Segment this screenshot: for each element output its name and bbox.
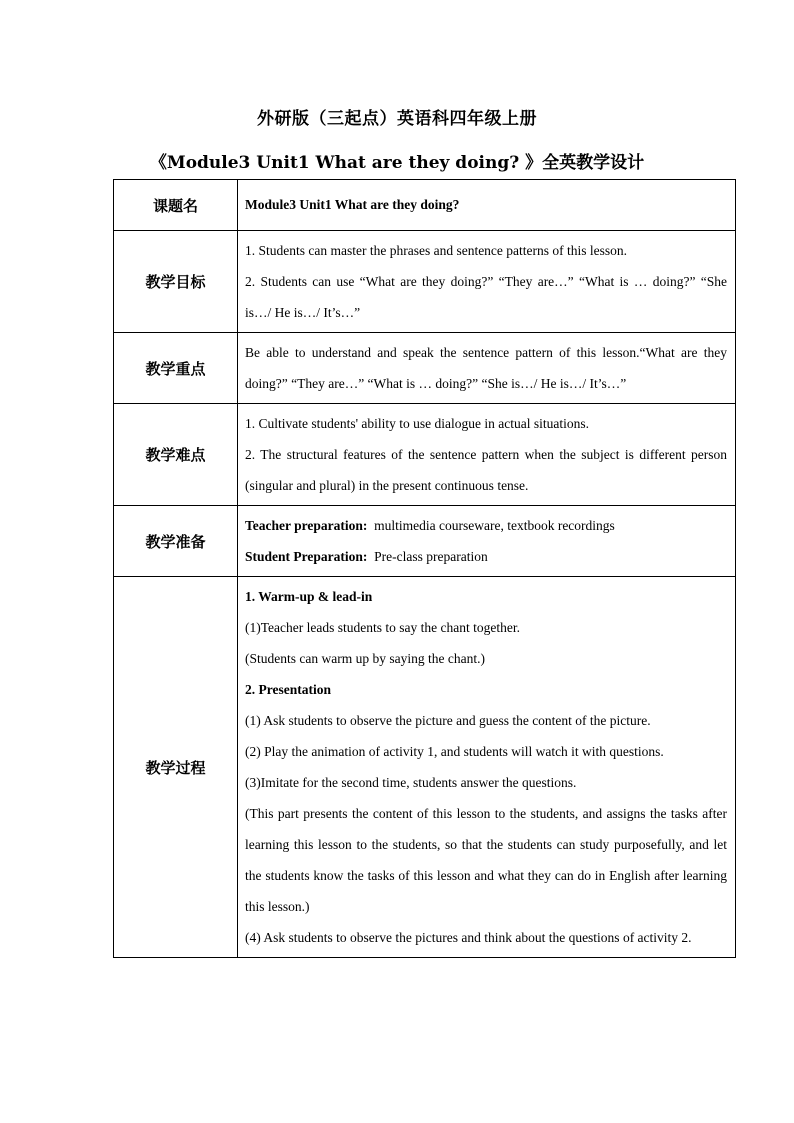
table-row-objectives	[114, 231, 736, 333]
table-row-difficulties	[114, 404, 736, 506]
teacher-preparation	[245, 510, 727, 541]
key-points-content: Be able to understand and speak the sentence pattern of this lesson.“What are they doing?” “They are…” “What is … doing?” “She is…/ He is…/ It’s…”	[238, 333, 736, 404]
student-preparation	[245, 541, 727, 572]
process-step: (Students can warm up by saying the chant.)	[245, 651, 485, 666]
process-step: (4) Ask students to observe the pictures and think about the questions of activity 2.	[245, 930, 692, 945]
process-step: (1)Teacher leads students to say the chant together.	[245, 620, 520, 635]
objectives-label: 教学目标	[114, 231, 238, 333]
objectives-content	[238, 231, 736, 333]
process-step: (This part presents the content of this lesson to the students, and assigns the tasks after learning this lesson to the students, so that the students can study purposefully, and let the students know the tasks of this lesson and what they can do in English after learning this lesson.)	[245, 806, 727, 914]
student-preparation-value: Pre-class preparation	[374, 549, 488, 564]
topic-label: 课题名	[114, 180, 238, 231]
table-row-process	[114, 577, 736, 958]
topic-value: Module3 Unit1 What are they doing?	[238, 180, 736, 231]
objective-item: 1. Students can master the phrases and sentence patterns of this lesson.	[245, 243, 628, 258]
preparation-content	[238, 506, 736, 577]
teacher-preparation-label: Teacher preparation:	[245, 518, 368, 533]
student-preparation-label: Student Preparation:	[245, 549, 368, 564]
process-section-heading: 2. Presentation	[245, 682, 331, 697]
objective-item: 2. Students can use “What are they doing?” “They are…” “What is … doing?” “She is…/ He is…/ It’s…”	[245, 274, 727, 320]
teacher-preparation-value: multimedia courseware, textbook recordings	[374, 518, 615, 533]
process-label: 教学过程	[114, 577, 238, 958]
difficulties-label: 教学难点	[114, 404, 238, 506]
process-step: (3)Imitate for the second time, students answer the questions.	[245, 775, 577, 790]
difficulty-item: 1. Cultivate students' ability to use dialogue in actual situations.	[245, 416, 590, 431]
process-step: (1) Ask students to observe the picture and guess the content of the picture.	[245, 713, 651, 728]
document-subtitle: 《Module3 Unit1 What are they doing? 》全英教学设计	[149, 153, 645, 173]
difficulties-content	[238, 404, 736, 506]
process-section-heading: 1. Warm-up & lead-in	[245, 589, 373, 604]
lesson-plan-table	[113, 179, 736, 958]
process-step: (2) Play the animation of activity 1, and students will watch it with questions.	[245, 744, 664, 759]
key-points-label: 教学重点	[114, 333, 238, 404]
table-row-key-points	[114, 333, 736, 404]
table-row-preparation	[114, 506, 736, 577]
document-title: 外研版（三起点）英语科四年级上册	[257, 109, 537, 129]
table-row-topic	[114, 180, 736, 231]
preparation-label: 教学准备	[114, 506, 238, 577]
difficulty-item: 2. The structural features of the sentence pattern when the subject is different person (singular and plural) in the present continuous tense.	[245, 447, 727, 493]
process-content	[238, 577, 736, 958]
